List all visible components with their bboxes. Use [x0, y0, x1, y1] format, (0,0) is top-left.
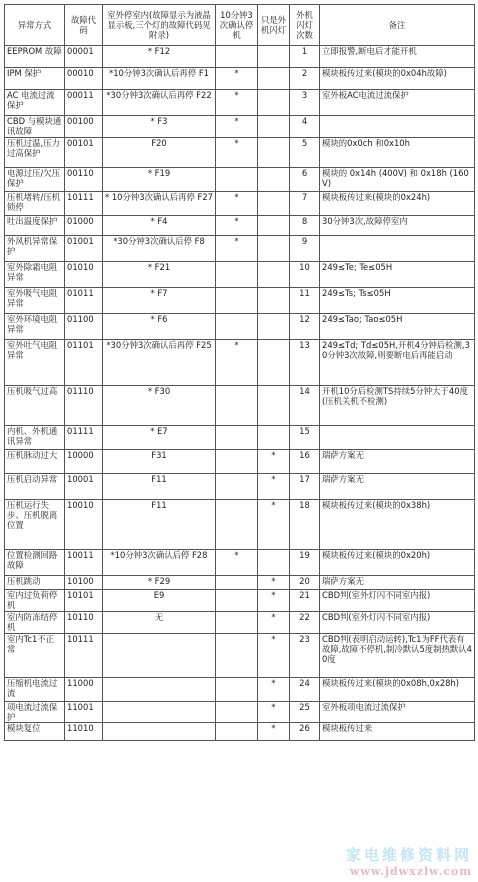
cell-count: 21: [290, 589, 320, 611]
cell-stop: [216, 589, 258, 611]
cell-lamp: *: [258, 473, 290, 499]
header-note: 备注: [320, 5, 475, 46]
header-count: 外机闪灯次数: [290, 5, 320, 46]
cell-count: 19: [290, 549, 320, 575]
table-row: [5, 191, 475, 215]
cell-mode: IPM 保护: [5, 68, 65, 90]
cell-count: 17: [290, 473, 320, 499]
cell-note: 模块板传过来(模块的0x20h): [320, 549, 475, 575]
cell-code: 10110: [65, 611, 103, 633]
cell-count: 11: [290, 287, 320, 313]
cell-mode: 项电流过流保护: [5, 701, 65, 723]
cell-note: [320, 425, 475, 449]
cell-note: 立即报警,断电后才能开机: [320, 46, 475, 68]
cell-code: 11001: [65, 701, 103, 723]
cell-mode: 位置检测回路故障: [5, 549, 65, 575]
cell-mode: 内机、外机通讯异常: [5, 425, 65, 449]
cell-lamp: [258, 137, 290, 167]
header-stop: 10分钟3次确认停机: [216, 5, 258, 46]
cell-code: 10000: [65, 449, 103, 473]
cell-mode: AC 电流过流保护: [5, 90, 65, 116]
cell-code: 01011: [65, 287, 103, 313]
cell-display: *30分钟3次确认后再停 F22: [103, 90, 216, 116]
cell-code: 10011: [65, 549, 103, 575]
cell-count: 12: [290, 313, 320, 339]
table-row: [5, 385, 475, 425]
cell-note: 249≤Ts; Ts≤05H: [320, 287, 475, 313]
cell-code: 01100: [65, 313, 103, 339]
cell-mode: 外风机异常保护: [5, 235, 65, 261]
cell-display: * F12: [103, 46, 216, 68]
cell-count: 15: [290, 425, 320, 449]
cell-display: 无: [103, 611, 216, 633]
table-row: [5, 723, 475, 741]
cell-note: 模块板传过来(模块的0x08h,0x28h): [320, 677, 475, 701]
cell-display: F11: [103, 499, 216, 549]
cell-mode: CBD 与模块通讯故障: [5, 116, 65, 138]
cell-count: 25: [290, 701, 320, 723]
cell-mode: 压机运行失步、压机脱离位置: [5, 499, 65, 549]
cell-display: * F4: [103, 215, 216, 235]
cell-stop: [216, 167, 258, 191]
cell-lamp: [258, 68, 290, 90]
cell-code: 10100: [65, 575, 103, 589]
cell-mode: EEPROM 故障: [5, 46, 65, 68]
table-row: [5, 215, 475, 235]
cell-stop: [216, 677, 258, 701]
cell-code: 10111: [65, 191, 103, 215]
cell-lamp: [258, 261, 290, 287]
fault-code-table: [4, 4, 475, 741]
cell-mode: 室外除霜电阻异常: [5, 261, 65, 287]
cell-code: 00110: [65, 167, 103, 191]
cell-lamp: [258, 313, 290, 339]
cell-display: * E7: [103, 425, 216, 449]
cell-display: F11: [103, 473, 216, 499]
cell-mode: 压机堵转/压机锁停: [5, 191, 65, 215]
cell-mode: 压机跳动: [5, 575, 65, 589]
cell-note: CBD判(室外灯闪不同室内报): [320, 611, 475, 633]
cell-code: 00010: [65, 68, 103, 90]
cell-display: [103, 633, 216, 677]
cell-code: 01110: [65, 385, 103, 425]
cell-mode: 压机过温,压力过高保护: [5, 137, 65, 167]
table-row: [5, 261, 475, 287]
cell-mode: 室内过负荷停机: [5, 589, 65, 611]
table-row: [5, 68, 475, 90]
cell-display: * F6: [103, 313, 216, 339]
cell-stop: [216, 385, 258, 425]
cell-stop: *: [216, 90, 258, 116]
cell-display: * F30: [103, 385, 216, 425]
cell-code: 01001: [65, 235, 103, 261]
cell-stop: [216, 575, 258, 589]
cell-display: * F21: [103, 261, 216, 287]
watermark-title: 家电维修资料网: [345, 846, 472, 864]
cell-code: 00011: [65, 90, 103, 116]
cell-mode: 压缩机电流过流: [5, 677, 65, 701]
cell-code: 00001: [65, 46, 103, 68]
cell-display: * F29: [103, 575, 216, 589]
cell-count: 5: [290, 137, 320, 167]
cell-lamp: *: [258, 449, 290, 473]
cell-count: 3: [290, 90, 320, 116]
cell-stop: *: [216, 116, 258, 138]
cell-stop: [216, 261, 258, 287]
cell-lamp: [258, 385, 290, 425]
cell-stop: [216, 499, 258, 549]
cell-display: * F19: [103, 167, 216, 191]
cell-note: 室外板项电流过流保护: [320, 701, 475, 723]
cell-code: 01101: [65, 339, 103, 385]
cell-code: 10010: [65, 499, 103, 549]
cell-count: 7: [290, 191, 320, 215]
cell-stop: [216, 723, 258, 741]
cell-code: 01000: [65, 215, 103, 235]
cell-count: 9: [290, 235, 320, 261]
cell-code: 10111: [65, 633, 103, 677]
cell-note: 模块板传过来(模块的0x04h故障): [320, 68, 475, 90]
header-display: 室外停室内(故障显示为液晶显示板,三个灯的故障代码见附录): [103, 5, 216, 46]
cell-count: 1: [290, 46, 320, 68]
cell-lamp: *: [258, 611, 290, 633]
cell-count: 24: [290, 677, 320, 701]
cell-count: 26: [290, 723, 320, 741]
cell-code: 10001: [65, 473, 103, 499]
cell-mode: 吐出温度保护: [5, 215, 65, 235]
cell-count: 23: [290, 633, 320, 677]
cell-lamp: [258, 46, 290, 68]
cell-count: 13: [290, 339, 320, 385]
cell-mode: 压机启动异常: [5, 473, 65, 499]
cell-count: 14: [290, 385, 320, 425]
cell-stop: [216, 287, 258, 313]
cell-mode: 压机吸气过高: [5, 385, 65, 425]
cell-note: 249≤Tao; Tao≤05H: [320, 313, 475, 339]
cell-count: 8: [290, 215, 320, 235]
table-row: [5, 449, 475, 473]
cell-stop: *: [216, 68, 258, 90]
cell-mode: 模块复位: [5, 723, 65, 741]
cell-note: 瑞萨方案无: [320, 473, 475, 499]
cell-stop: [216, 633, 258, 677]
cell-display: F31: [103, 449, 216, 473]
table-row: [5, 46, 475, 68]
table-row: [5, 339, 475, 385]
cell-count: 22: [290, 611, 320, 633]
table-body: [5, 46, 475, 741]
table-row: [5, 116, 475, 138]
cell-note: 室外板AC电流过流保护: [320, 90, 475, 116]
cell-code: 01111: [65, 425, 103, 449]
table-row: [5, 589, 475, 611]
cell-note: 249≤Td; Td≤05H,开机4分钟后检测,30分钟3次故障,则要断电后再能启动: [320, 339, 475, 385]
cell-stop: *: [216, 215, 258, 235]
table-header-row: [5, 5, 475, 46]
table-row: [5, 137, 475, 167]
cell-stop: *: [216, 339, 258, 385]
cell-note: 模块板传过来(模块的0x24h): [320, 191, 475, 215]
cell-display: [103, 677, 216, 701]
cell-count: 16: [290, 449, 320, 473]
table-row: [5, 473, 475, 499]
table-row: [5, 287, 475, 313]
cell-display: *10分钟3次确认后停 F28: [103, 549, 216, 575]
cell-lamp: [258, 549, 290, 575]
cell-mode: 室外吐气电阻异常: [5, 339, 65, 385]
cell-count: 6: [290, 167, 320, 191]
cell-note: [320, 235, 475, 261]
cell-code: 00101: [65, 137, 103, 167]
cell-display: F20: [103, 137, 216, 167]
table-row: [5, 90, 475, 116]
header-lamp: 只是外机闪灯: [258, 5, 290, 46]
cell-note: 模块的0x0ch 和0x10h: [320, 137, 475, 167]
cell-mode: 室内防冻结停机: [5, 611, 65, 633]
cell-lamp: *: [258, 677, 290, 701]
table-row: [5, 611, 475, 633]
cell-stop: [216, 46, 258, 68]
cell-display: * 10分钟3次确认后再停 F27: [103, 191, 216, 215]
cell-mode: 电源过压/欠压保护: [5, 167, 65, 191]
table-row: [5, 499, 475, 549]
cell-stop: [216, 313, 258, 339]
cell-count: 2: [290, 68, 320, 90]
table-row: [5, 701, 475, 723]
cell-display: [103, 701, 216, 723]
table-row: [5, 575, 475, 589]
cell-lamp: [258, 215, 290, 235]
cell-note: 模块的 0x14h (400V) 和 0x18h (160V): [320, 167, 475, 191]
cell-stop: [216, 449, 258, 473]
watermark: [272, 844, 472, 878]
cell-lamp: [258, 90, 290, 116]
cell-stop: *: [216, 191, 258, 215]
cell-stop: [216, 611, 258, 633]
table-row: [5, 549, 475, 575]
cell-note: 模块板传过来: [320, 723, 475, 741]
cell-display: *10分钟3次确认后再停 F1: [103, 68, 216, 90]
cell-stop: [216, 473, 258, 499]
cell-note: CBD判(表明启动运转),Tc1为FF代表有故障,故障不停机,制冷默认5度制热默认40度: [320, 633, 475, 677]
table-row: [5, 167, 475, 191]
cell-lamp: [258, 287, 290, 313]
cell-display: *30分钟3次确认后停 F8: [103, 235, 216, 261]
cell-mode: 室外吸气电阻异常: [5, 287, 65, 313]
table-row: [5, 425, 475, 449]
cell-lamp: [258, 425, 290, 449]
cell-stop: [216, 701, 258, 723]
cell-mode: 室内Tc1不正常: [5, 633, 65, 677]
cell-lamp: *: [258, 589, 290, 611]
cell-stop: *: [216, 137, 258, 167]
cell-count: 18: [290, 499, 320, 549]
cell-display: *30分钟3次确认后再停 F25: [103, 339, 216, 385]
cell-lamp: *: [258, 723, 290, 741]
cell-display: E9: [103, 589, 216, 611]
cell-lamp: [258, 235, 290, 261]
cell-note: 30分钟3次,故障停室内: [320, 215, 475, 235]
cell-note: 瑞萨方案无: [320, 449, 475, 473]
cell-lamp: *: [258, 499, 290, 549]
cell-lamp: *: [258, 633, 290, 677]
cell-code: 11000: [65, 677, 103, 701]
cell-count: 10: [290, 261, 320, 287]
cell-note: CBD判(室外灯闪不同室内报): [320, 589, 475, 611]
cell-lamp: [258, 167, 290, 191]
cell-display: [103, 723, 216, 741]
cell-note: 249≤Te; Te≤05H: [320, 261, 475, 287]
table-row: [5, 677, 475, 701]
cell-lamp: [258, 116, 290, 138]
cell-lamp: [258, 339, 290, 385]
cell-note: 模块板传过来(模块的0x38h): [320, 499, 475, 549]
cell-code: 10101: [65, 589, 103, 611]
cell-mode: 压机脉动过大: [5, 449, 65, 473]
cell-code: 11010: [65, 723, 103, 741]
cell-display: * F3: [103, 116, 216, 138]
cell-stop: *: [216, 549, 258, 575]
cell-display: * F7: [103, 287, 216, 313]
cell-mode: 室外环境电阻异常: [5, 313, 65, 339]
cell-note: 开机10分后检测TS持续5分钟大于40度(压机关机不检测): [320, 385, 475, 425]
cell-lamp: [258, 191, 290, 215]
watermark-url: www.jdwxzlw.com: [349, 865, 472, 878]
cell-code: 00100: [65, 116, 103, 138]
table-row: [5, 235, 475, 261]
cell-count: 20: [290, 575, 320, 589]
header-mode: 异常方式: [5, 5, 65, 46]
cell-count: 4: [290, 116, 320, 138]
table-row: [5, 313, 475, 339]
table-row: [5, 633, 475, 677]
cell-note: 瑞萨方案无: [320, 575, 475, 589]
cell-lamp: *: [258, 575, 290, 589]
cell-note: [320, 116, 475, 138]
cell-stop: [216, 425, 258, 449]
header-code: 故障代码: [65, 5, 103, 46]
cell-stop: *: [216, 235, 258, 261]
cell-lamp: *: [258, 701, 290, 723]
cell-code: 01010: [65, 261, 103, 287]
